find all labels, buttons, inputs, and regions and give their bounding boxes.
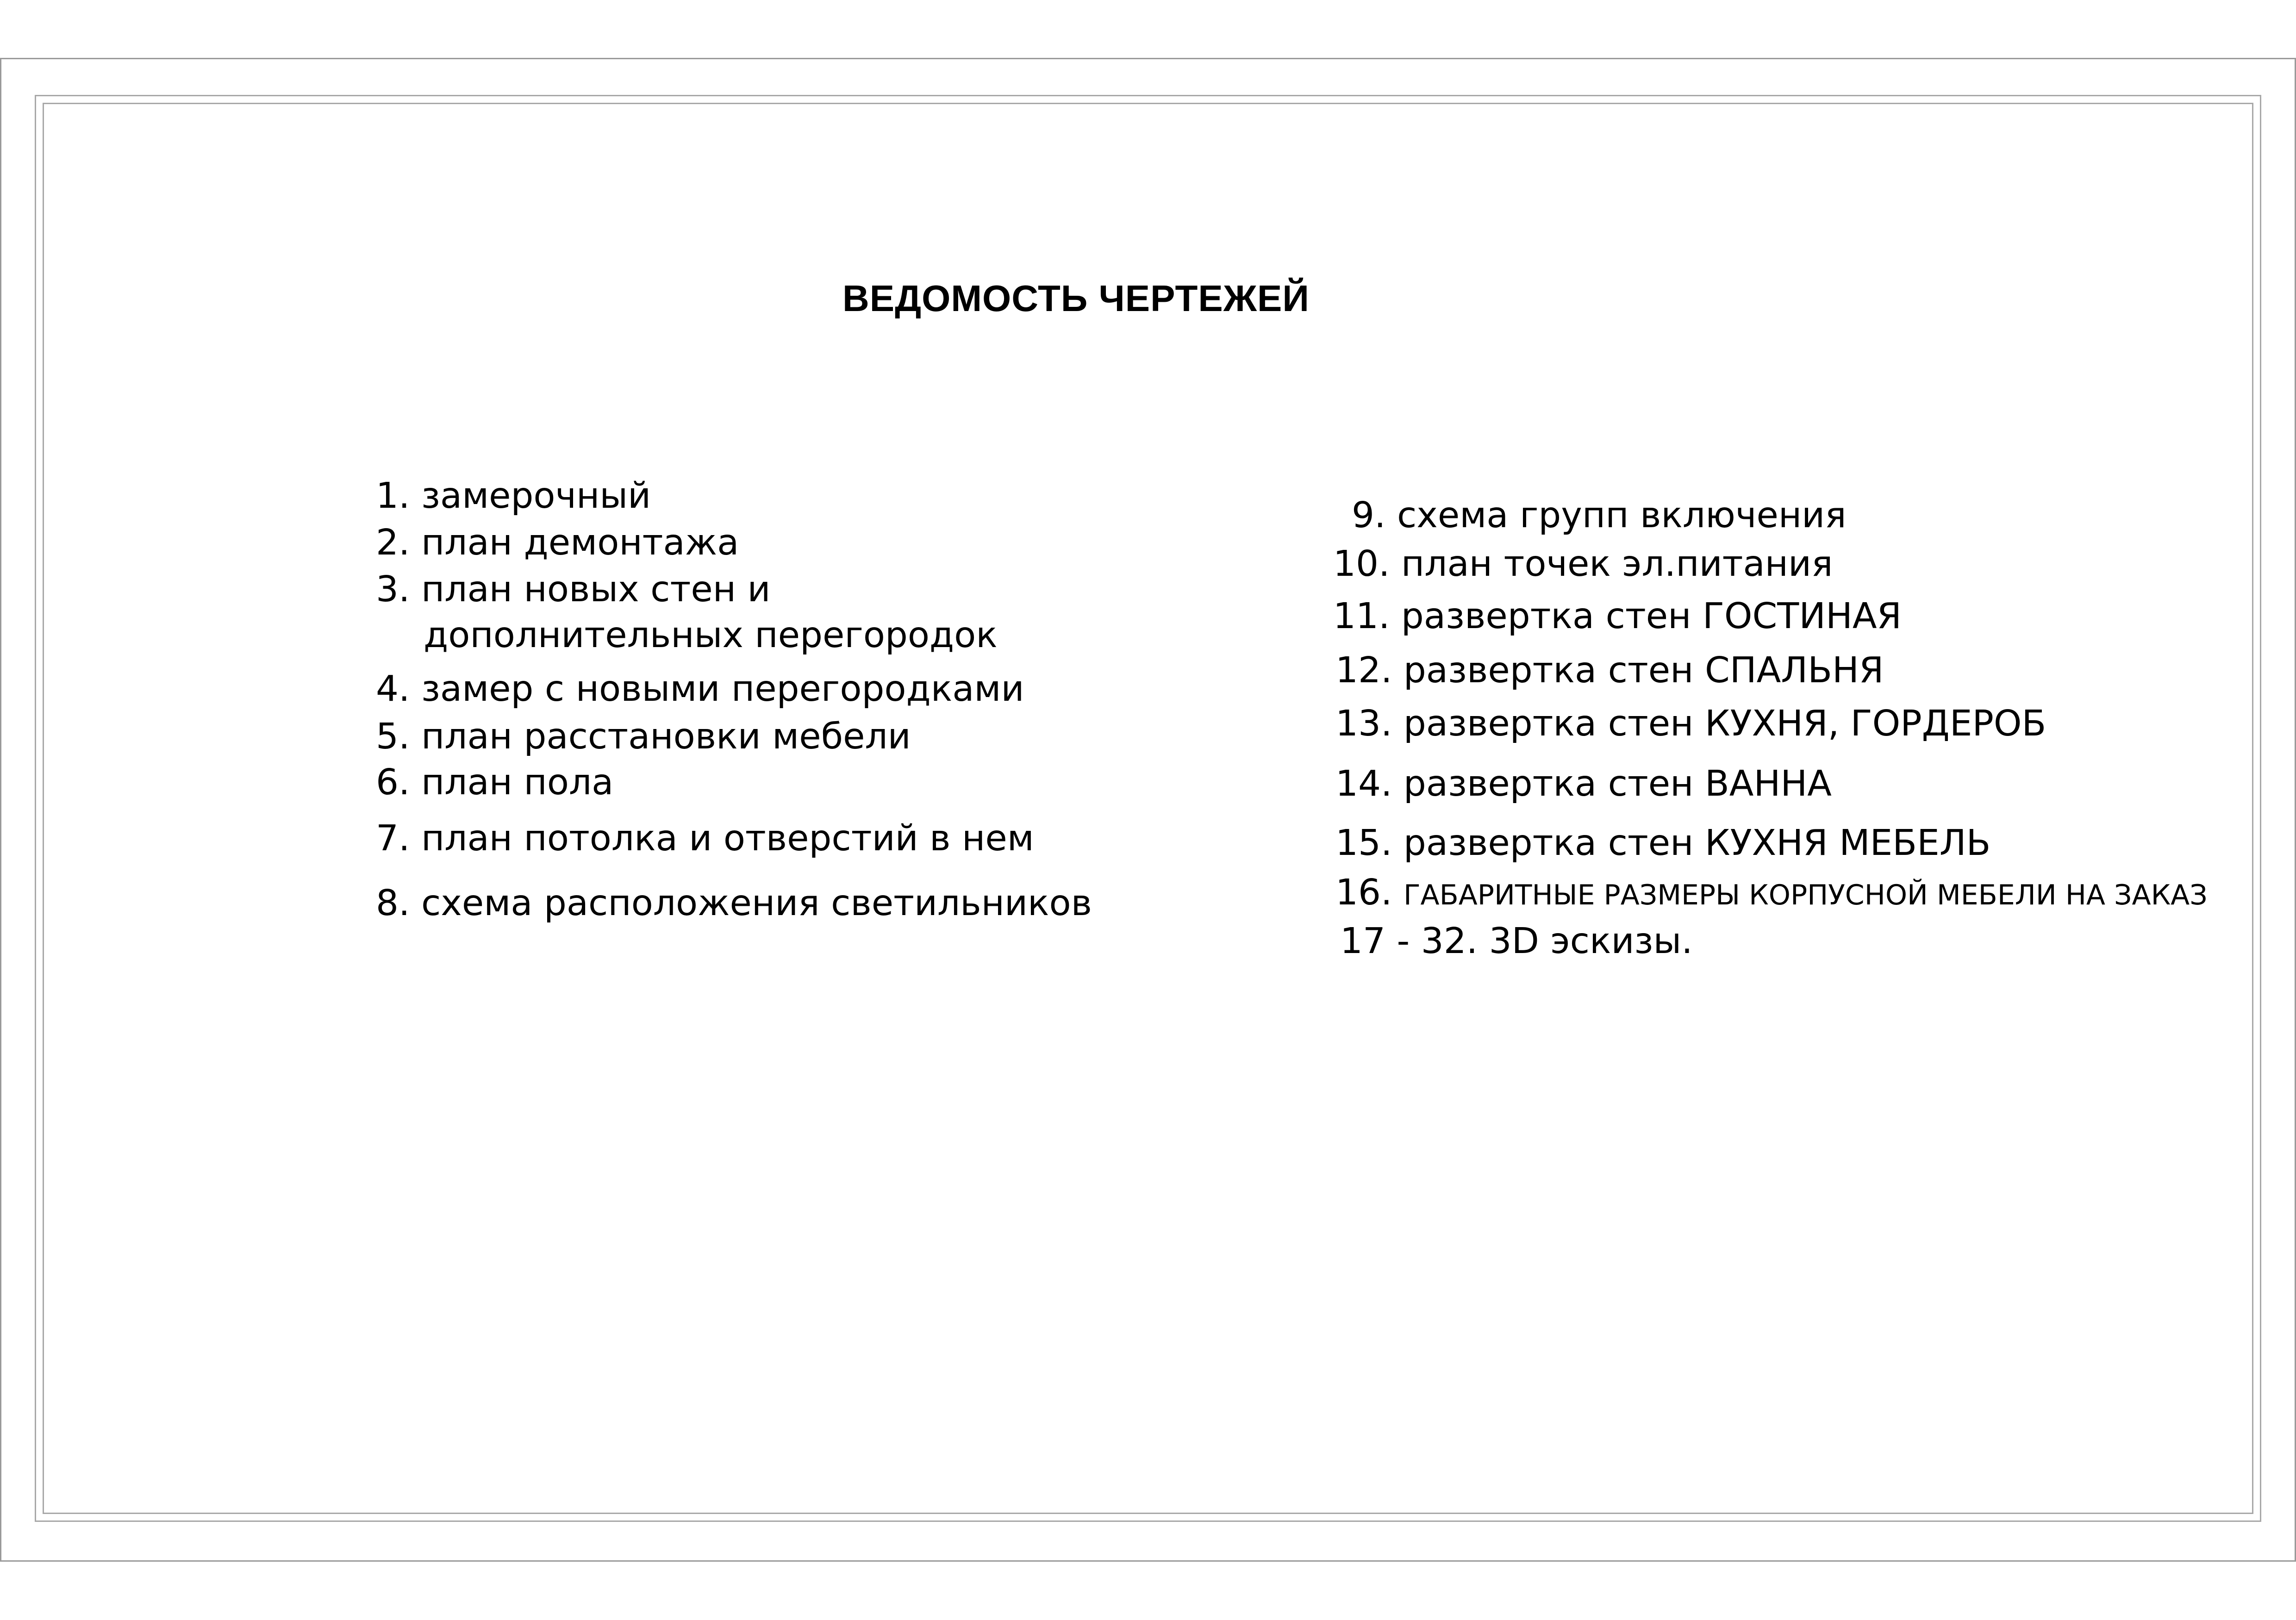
- page-title: ВЕДОМОСТЬ ЧЕРТЕЖЕЙ: [842, 278, 1310, 319]
- list-item: 12. развертка стен СПАЛЬНЯ: [1335, 650, 1884, 691]
- list-item: 9. схема групп включения: [1352, 495, 1847, 536]
- list-item: 15. развертка стен КУХНЯ МЕБЕЛЬ: [1335, 822, 1991, 864]
- list-item: 13. развертка стен КУХНЯ, ГОРДЕРОБ: [1335, 703, 2046, 744]
- list-item: 3. план новых стен и: [376, 569, 771, 610]
- list-item: 11. развертка стен ГОСТИНАЯ: [1333, 596, 1902, 637]
- list-item: 4. замер с новыми перегородками: [376, 668, 1024, 710]
- list-item-text: ГАБАРИТНЫЕ РАЗМЕРЫ КОРПУСНОЙ МЕБЕЛИ НА ЗАКАЗ: [1403, 879, 2208, 911]
- list-item: 7. план потолка и отверстий в нем: [376, 818, 1034, 859]
- list-item: 1. замерочный: [376, 475, 651, 517]
- list-item: 6. план пола: [376, 762, 614, 803]
- list-item: 14. развертка стен ВАННА: [1335, 763, 1832, 804]
- list-item: 10. план точек эл.питания: [1333, 543, 1833, 585]
- list-item: 5. план расстановки мебели: [376, 716, 911, 757]
- list-item-number: 16.: [1335, 872, 1392, 913]
- list-item: [1335, 872, 2208, 913]
- list-item: 17 - 32. 3D эскизы.: [1340, 921, 1693, 962]
- list-item: 8. схема расположения светильников: [376, 883, 1092, 924]
- list-item-continuation: дополнительных перегородок: [424, 615, 998, 656]
- list-item: 2. план демонтажа: [376, 522, 739, 563]
